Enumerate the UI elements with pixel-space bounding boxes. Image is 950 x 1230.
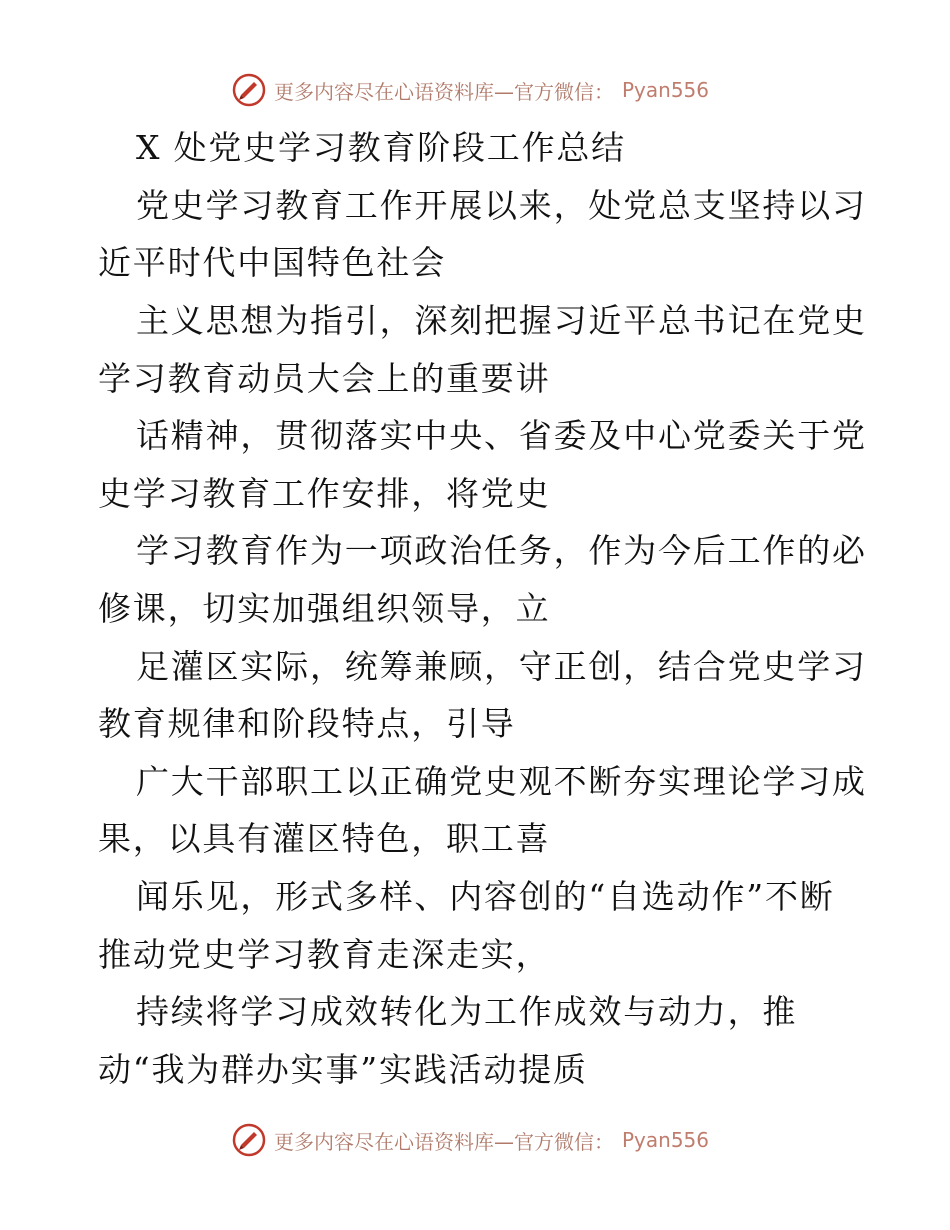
paragraph-line: 学习教育作为一项政治任务，作为今后工作的必 <box>136 531 867 570</box>
paragraph-line: 闻乐见，形式多样、内容创的“自选动作”不断 <box>136 877 835 916</box>
pen-heart-logo-icon <box>232 73 266 107</box>
paragraph-line: 修课，切实加强组织领导，立 <box>98 589 551 628</box>
paragraph-line: 推动党史学习教育走深走实， <box>98 935 551 974</box>
paragraph-line: 话精神，贯彻落实中央、省委及中心党委关于党 <box>136 416 867 455</box>
paragraph-line: 持续将学习成效转化为工作成效与动力，推 <box>136 992 798 1031</box>
watermark-wechat-id: Pyan556 <box>622 78 710 102</box>
paragraph-line: 学习教育动员大会上的重要讲 <box>98 359 551 398</box>
footer-watermark <box>232 1120 722 1160</box>
watermark-text: 更多内容尽在心语资料库—官方微信： <box>274 1129 614 1154</box>
document-title: X 处党史学习教育阶段工作总结 <box>136 128 626 167</box>
paragraph-line: 史学习教育工作安排，将党史 <box>98 474 551 513</box>
header-watermark <box>232 70 722 110</box>
paragraph-line: 党史学习教育工作开展以来，处党总支坚持以习 <box>136 186 867 225</box>
paragraph-line: 教育规律和阶段特点，引导 <box>98 704 516 743</box>
paragraph-line: 果，以具有灌区特色，职工喜 <box>98 819 551 858</box>
paragraph-line: 主义思想为指引，深刻把握习近平总书记在党史 <box>136 301 867 340</box>
pen-heart-logo-icon <box>232 1123 266 1157</box>
paragraph-line: 广大干部职工以正确党史观不断夯实理论学习成 <box>136 762 867 801</box>
watermark-text: 更多内容尽在心语资料库—官方微信： <box>274 79 614 104</box>
paragraph-line: 近平时代中国特色社会 <box>98 243 446 282</box>
paragraph-line: 足灌区实际，统筹兼顾，守正创，结合党史学习 <box>136 647 867 686</box>
watermark-wechat-id: Pyan556 <box>622 1128 710 1152</box>
paragraph-line: 动“我为群办实事”实践活动提质 <box>98 1050 588 1089</box>
